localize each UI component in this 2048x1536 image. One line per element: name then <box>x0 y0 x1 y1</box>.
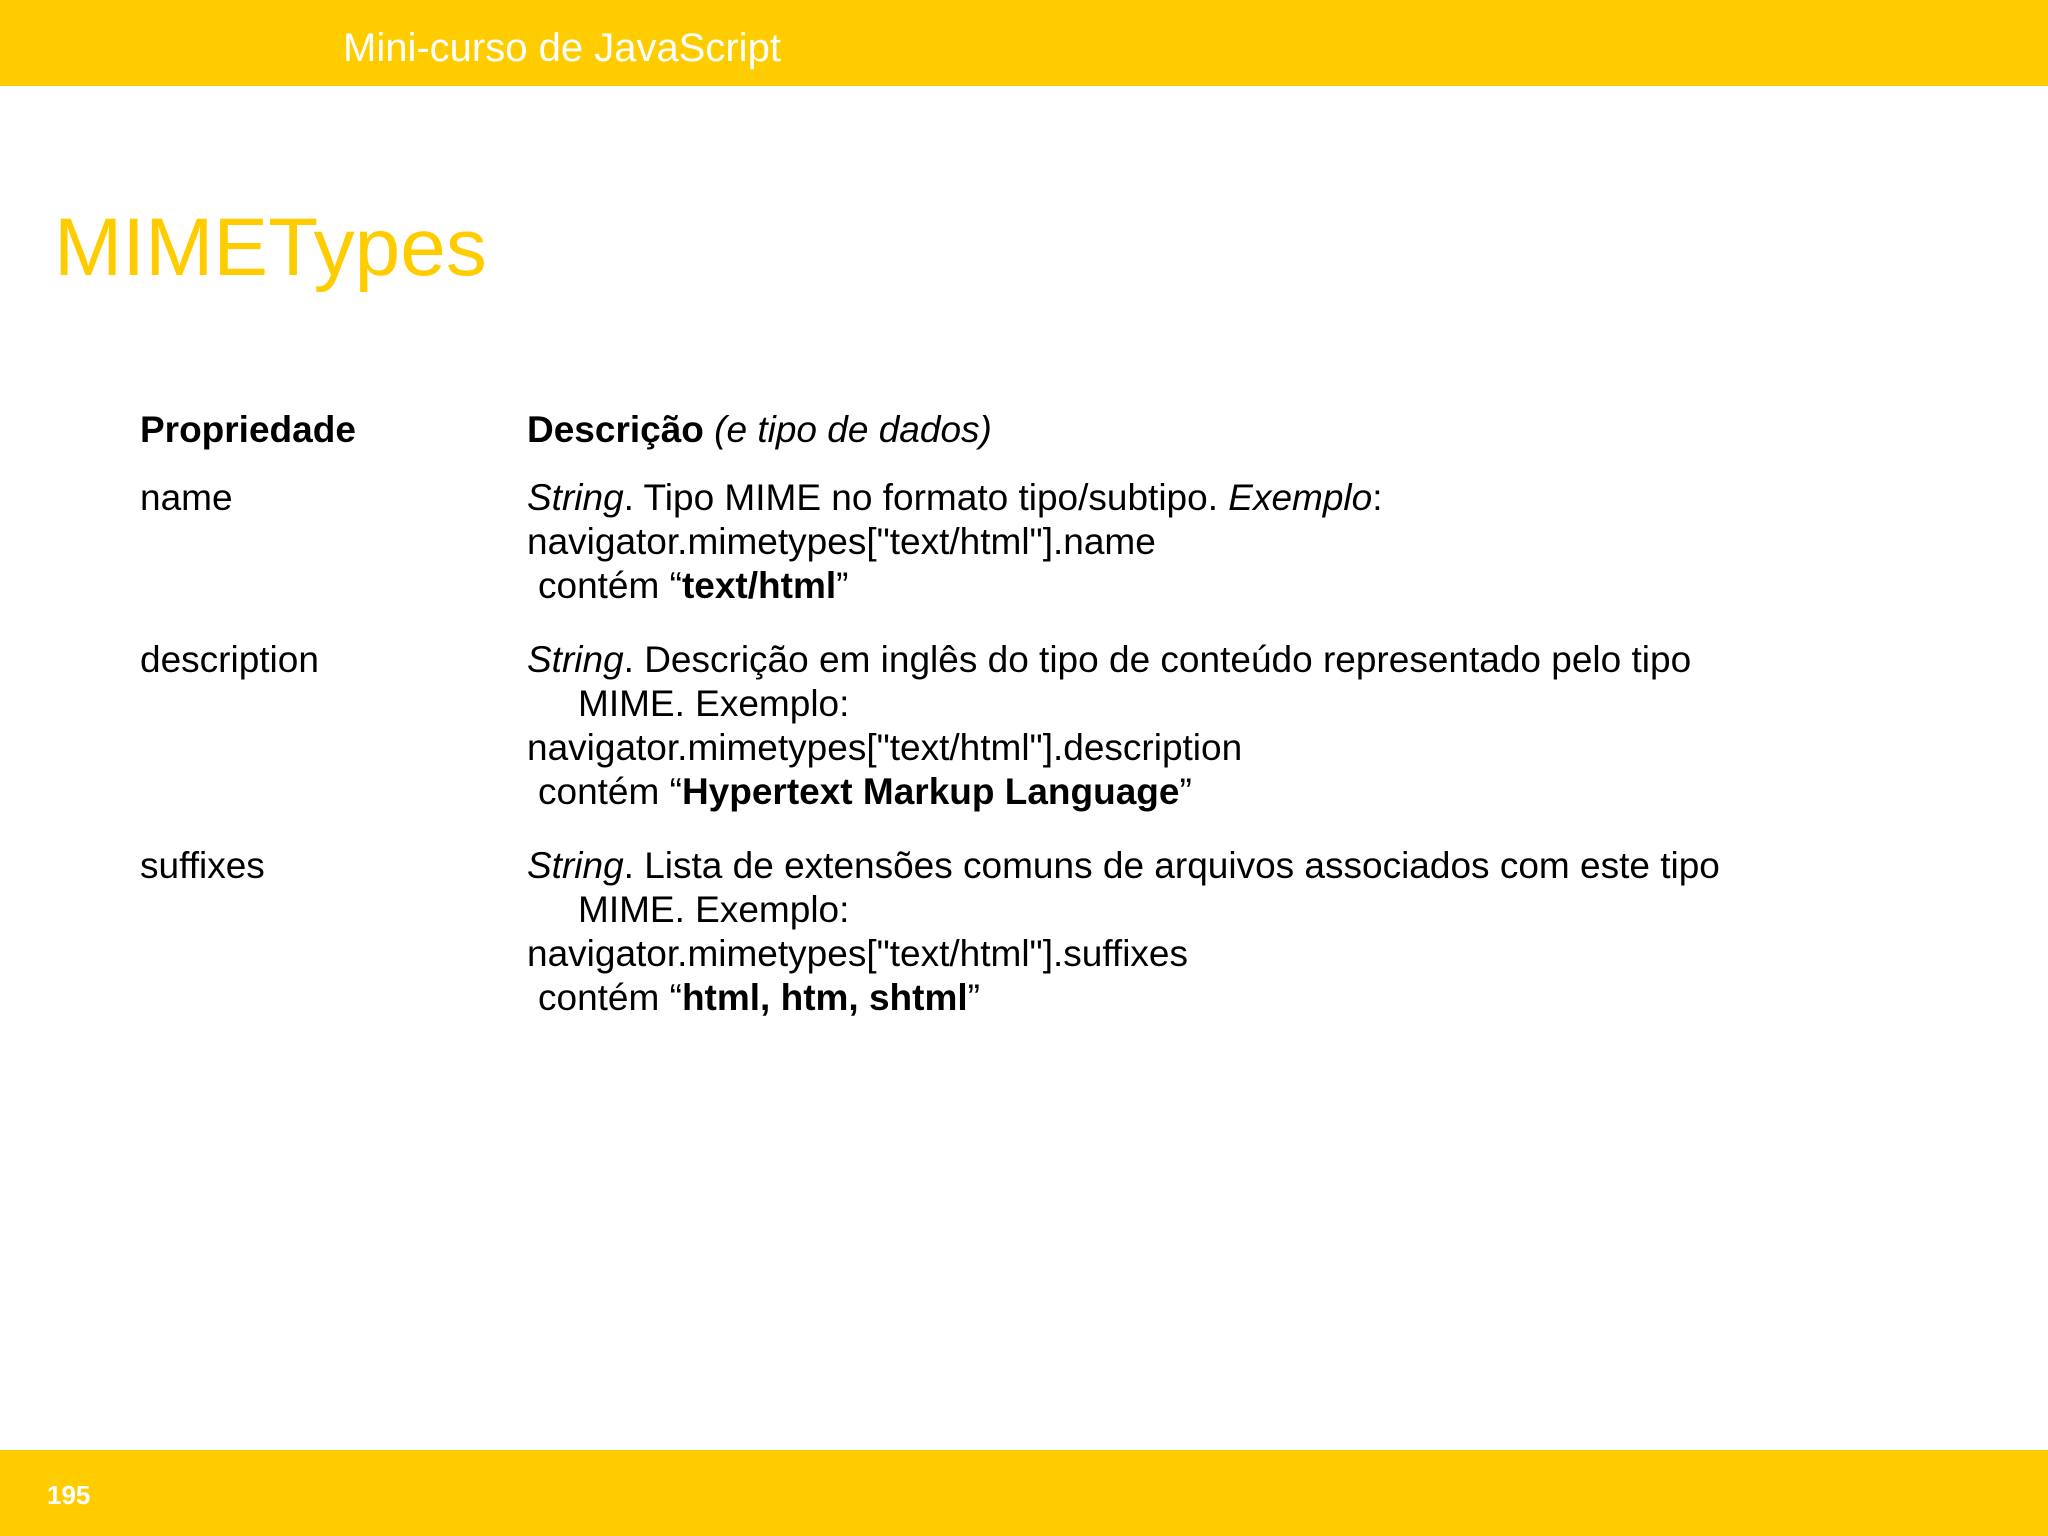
description-text: . Descrição em inglês do tipo de conteúdo representado pelo tipo <box>623 639 1692 680</box>
properties-table <box>140 408 1940 1050</box>
example-value: text/html <box>681 565 837 606</box>
data-type: String <box>527 477 624 518</box>
property-name: name <box>140 477 233 518</box>
description-line <box>527 844 1940 888</box>
description-cell <box>527 476 1940 608</box>
course-title: Mini-curso de JavaScript <box>343 26 781 70</box>
example-result <box>527 770 1940 814</box>
table-row-description <box>140 638 1940 814</box>
description-cell <box>527 638 1940 814</box>
data-type: String <box>527 845 624 886</box>
table-row-suffixes <box>140 844 1940 1020</box>
example-code: navigator.mimetypes["text/html"].name <box>527 521 1156 562</box>
column-header-description <box>527 408 1940 452</box>
footer-bar <box>0 1450 2048 1536</box>
table-row-name <box>140 476 1940 608</box>
description-line <box>527 476 1940 520</box>
slide-title: MIMETypes <box>54 202 487 293</box>
description-text: . Tipo MIME no formato tipo/subtipo. <box>623 477 1229 518</box>
close-quote: ” <box>1179 771 1192 812</box>
property-name: description <box>140 639 319 680</box>
example-code: navigator.mimetypes["text/html"].suffixes <box>527 933 1189 974</box>
column-header-property: Propriedade <box>140 409 356 450</box>
description-continuation: MIME. Exemplo: <box>578 683 850 724</box>
example-code: navigator.mimetypes["text/html"].description <box>527 727 1243 768</box>
example-value: html, htm, shtml <box>681 977 968 1018</box>
example-colon: : <box>1372 477 1383 518</box>
close-quote: ” <box>836 565 849 606</box>
column-header-description-note: (e tipo de dados) <box>714 409 992 450</box>
example-label: Exemplo <box>1228 477 1373 518</box>
example-result <box>527 976 1940 1020</box>
data-type: String <box>527 639 624 680</box>
contains-label: contém “ <box>538 565 682 606</box>
description-line <box>527 638 1940 682</box>
example-result <box>527 564 1940 608</box>
description-cell <box>527 844 1940 1020</box>
contains-label: contém “ <box>538 977 682 1018</box>
page-number: 195 <box>47 1480 91 1510</box>
contains-label: contém “ <box>538 771 682 812</box>
example-value: Hypertext Markup Language <box>681 771 1180 812</box>
description-text: . Lista de extensões comuns de arquivos associados com este tipo <box>623 845 1720 886</box>
table-header-row <box>140 408 1940 452</box>
description-continuation: MIME. Exemplo: <box>578 889 850 930</box>
property-name: suffixes <box>140 845 265 886</box>
close-quote: ” <box>967 977 980 1018</box>
column-header-description-label: Descrição <box>527 409 704 450</box>
header-bar <box>0 0 2048 86</box>
